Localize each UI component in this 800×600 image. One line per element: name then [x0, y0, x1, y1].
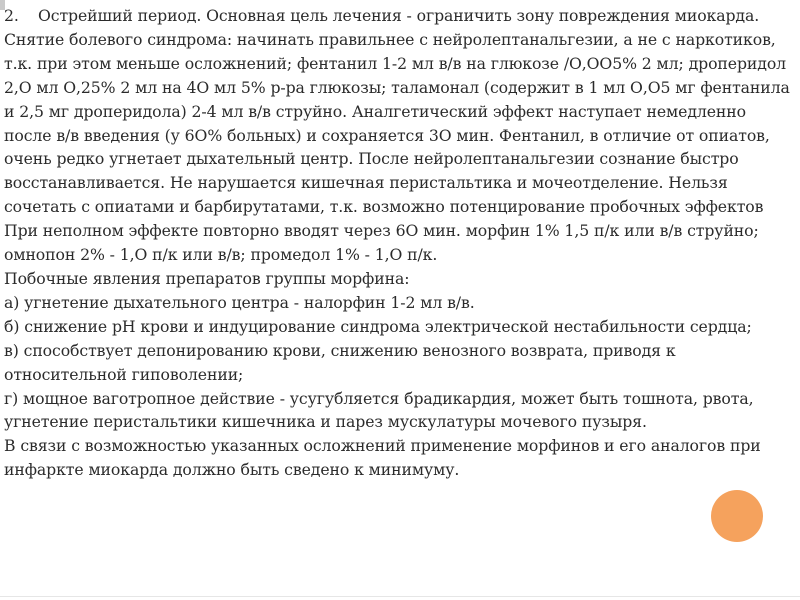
slide-text-block [4, 4, 792, 482]
bottom-divider [0, 596, 800, 597]
conclusion-paragraph: В связи с возможностью указанных осложнений применение морфинов и его аналогов при инфаркте миокарда должно быть сведено к минимуму. [4, 436, 761, 480]
side-effect-item-c: в) способствует депонированию крови, снижению венозного возврата, приводя к относительной гиповолении; [4, 340, 676, 384]
orange-circle-decoration [711, 490, 763, 542]
list-number: 2. [4, 6, 19, 25]
side-effects-heading: Побочные явления препаратов группы морфина: [4, 268, 410, 288]
side-effect-item-d: г) мощное ваготропное действие - усугубляется брадикардия, может быть тошнота, рвота, угнетение перистальтики кишечника и парез мускулатуры мочевого пузыря. [4, 388, 754, 432]
intro-text: Острейший период. Основная цель лечения - ограничить зону повреждения миокарда. Снятие болевого синдрома: начинать правильнее с нейролептанальгезии, а не с наркотиков, т.к. при этом меньше осложнений; фентанил 1-2 мл в/в на глюкозе /О,ОО5% 2 мл; дроперидол 2,О мл О,25% 2 мл на 4О мл 5% р-ра глюкозы; таламонал (содержит в 1 мл О,О5 мг фентанила и 2,5 мг дроперидола) 2-4 мл в/в струйно. Аналгетический эффект наступает немедленно после в/в введения (у 6О% больных) и сохраняется 3О мин. Фентанил, в отличие от опиатов, очень редко угнетает дыхательный центр. После нейролептанальгезии сознание быстро восстанавливается. Не нарушается кишечная перистальтика и мочеотделение. Нельзя сочетать с опиатами и барбирутатами, т.к. возможно потенцирование пробочных эффектов [4, 6, 790, 217]
side-effect-item-a: а) угнетение дыхательного центра - налорфин 1-2 мл в/в. [4, 292, 475, 312]
side-effect-item-b: б) снижение рН крови и индуцирование синдрома электрической нестабильности сердца; [4, 316, 752, 336]
intro-paragraph [4, 4, 792, 219]
morphine-paragraph: При неполном эффекте повторно вводят через 6О мин. морфин 1% 1,5 п/к или в/в струйно; омнопон 2% - 1,О п/к или в/в; промедол 1% - 1,О п/к. [4, 221, 759, 265]
